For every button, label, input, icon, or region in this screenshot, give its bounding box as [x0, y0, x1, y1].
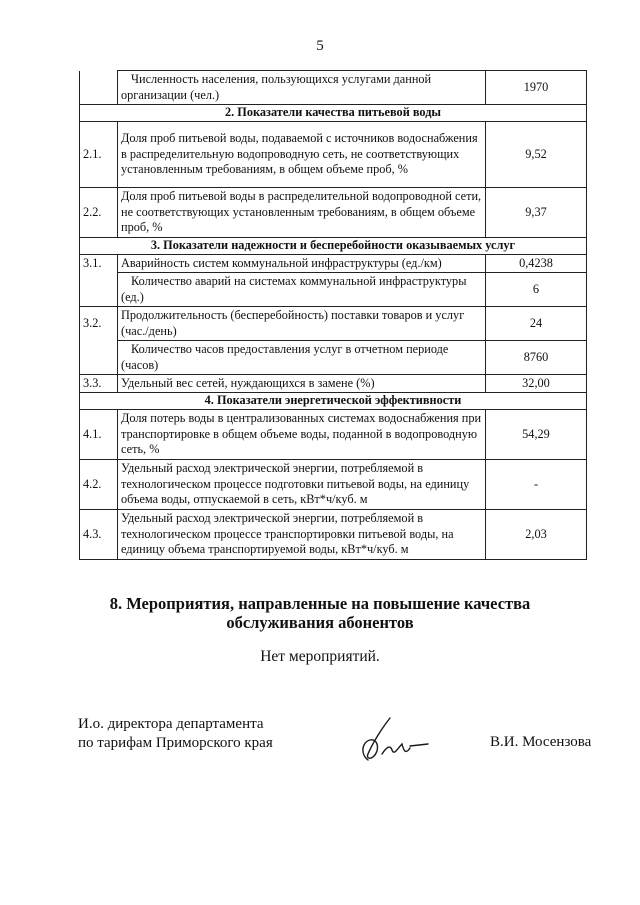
table-row	[80, 122, 587, 188]
row-description: Количество часов предоставления услуг в отчетном периоде (часов)	[118, 341, 486, 375]
row-number: 3.3.	[80, 375, 118, 393]
row-value: 9,37	[486, 188, 587, 238]
section-title: 3. Показатели надежности и бесперебойности оказываемых услуг	[80, 238, 587, 255]
section-header-row	[80, 105, 587, 122]
page-number: 5	[316, 38, 324, 54]
row-number	[80, 71, 118, 105]
row-number: 2.1.	[80, 122, 118, 188]
section-title: 2. Показатели качества питьевой воды	[80, 105, 587, 122]
signer-title-line-1: И.о. директора департамента	[78, 716, 264, 732]
table-row	[80, 307, 587, 341]
row-number: 4.3.	[80, 510, 118, 560]
table-row	[80, 255, 587, 273]
table-row	[80, 71, 587, 105]
row-value: 9,52	[486, 122, 587, 188]
table-row	[80, 460, 587, 510]
row-value: 1970	[486, 71, 587, 105]
row-number: 3.1.	[80, 255, 118, 273]
table-row	[80, 341, 587, 375]
table-row	[80, 375, 587, 393]
row-description: Удельный расход электрической энергии, потребляемой в технологическом процессе подготовки питьевой воды, на единицу объема воды, отпускаемой в сеть, кВт*ч/куб. м	[118, 460, 486, 510]
row-description: Удельный расход электрической энергии, потребляемой в технологическом процессе транспортировки питьевой воды, на единицу объема транспортируемой воды, кВт*ч/куб. м	[118, 510, 486, 560]
section-8-body: Нет мероприятий.	[260, 648, 380, 665]
row-description: Доля проб питьевой воды в распределительной водопроводной сети, не соответствующих установленным требованиям, в общем объеме проб, %	[118, 188, 486, 238]
row-number	[80, 273, 118, 307]
signer-title-line-2: по тарифам Приморского края	[78, 735, 273, 751]
section-8-heading	[0, 594, 640, 632]
table-row	[80, 273, 587, 307]
row-value: 0,4238	[486, 255, 587, 273]
row-value: 8760	[486, 341, 587, 375]
row-number: 3.2.	[80, 307, 118, 341]
row-value: 24	[486, 307, 587, 341]
row-value: 6	[486, 273, 587, 307]
row-description: Доля проб питьевой воды, подаваемой с источников водоснабжения в распределительную водопроводную сеть, не соответствующих установленным требованиям, в общем объеме проб, %	[118, 122, 486, 188]
row-value: 32,00	[486, 375, 587, 393]
section-8-heading-line-2: обслуживания абонентов	[226, 613, 414, 632]
row-description: Количество аварий на системах коммунальной инфраструктуры (ед.)	[118, 273, 486, 307]
section-header-row	[80, 238, 587, 255]
row-value: -	[486, 460, 587, 510]
row-number: 2.2.	[80, 188, 118, 238]
row-value: 54,29	[486, 410, 587, 460]
row-description: Аварийность систем коммунальной инфраструктуры (ед./км)	[118, 255, 486, 273]
table-row	[80, 510, 587, 560]
row-description: Доля потерь воды в централизованных системах водоснабжения при транспортировке в общем объеме воды, поданной в водопроводную сеть, %	[118, 410, 486, 460]
table-row	[80, 410, 587, 460]
row-description: Удельный вес сетей, нуждающихся в замене (%)	[118, 375, 486, 393]
section-header-row	[80, 393, 587, 410]
row-description: Продолжительность (бесперебойность) поставки товаров и услуг (час./день)	[118, 307, 486, 341]
table-row	[80, 188, 587, 238]
row-number	[80, 341, 118, 375]
signer-title	[78, 715, 273, 753]
signer-name: В.И. Мосензова	[490, 734, 592, 750]
row-number: 4.2.	[80, 460, 118, 510]
row-value: 2,03	[486, 510, 587, 560]
indicators-table	[79, 70, 587, 560]
handwritten-signature	[352, 714, 432, 770]
row-number: 4.1.	[80, 410, 118, 460]
row-description: Численность населения, пользующихся услугами данной организации (чел.)	[118, 71, 486, 105]
section-title: 4. Показатели энергетической эффективности	[80, 393, 587, 410]
section-8-heading-line-1: 8. Мероприятия, направленные на повышение качества	[109, 594, 531, 613]
